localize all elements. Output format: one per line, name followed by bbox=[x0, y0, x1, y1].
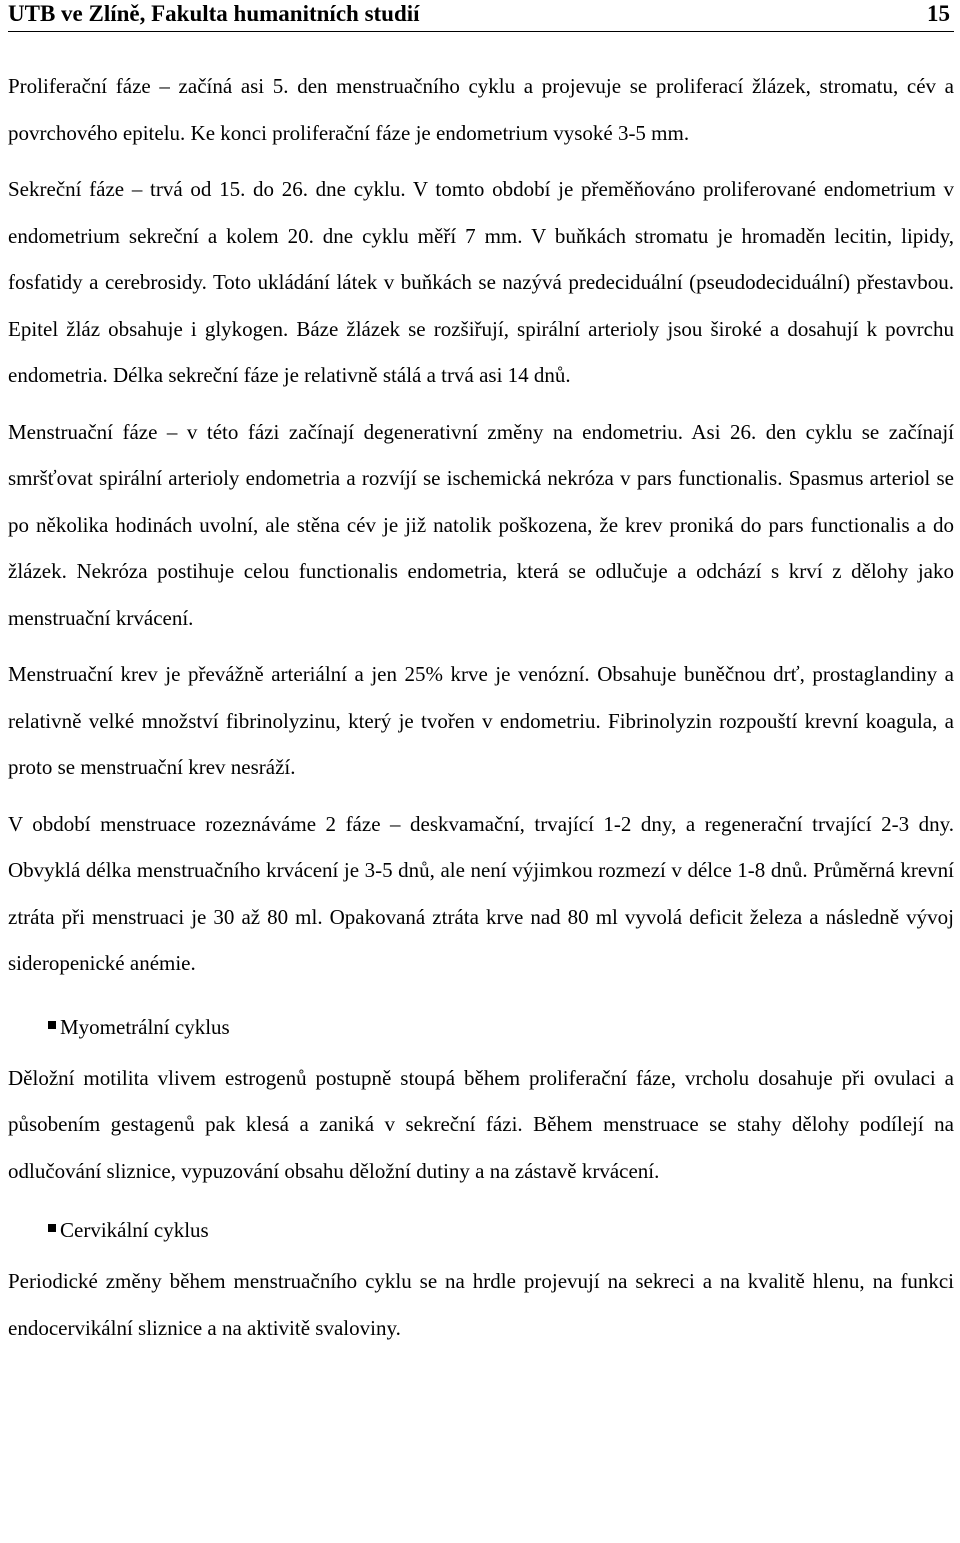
page-header bbox=[8, 0, 954, 32]
page-number: 15 bbox=[927, 1, 950, 26]
square-bullet-icon bbox=[48, 1224, 56, 1232]
paragraph-menstruation-phases: V období menstruace rozeznáváme 2 fáze – deskvamační, trvající 1-2 dny, a regenerační trvající 2-3 dny. Obvyklá délka menstruačního krvácení je 3-5 dnů, ale není výjimkou rozmezí v délce 1-8 dnů. Průměrná krevní ztráta při menstruaci je 30 až 80 ml. Opakovaná ztráta krve nad 80 ml vyvolá deficit železa a následně vývoj sideropenické anémie. bbox=[8, 811, 954, 975]
header-title: UTB ve Zlíně, Fakulta humanitních studií bbox=[8, 1, 420, 26]
document-page bbox=[8, 0, 954, 1351]
paragraph-menstrual-blood: Menstruační krev je převážně arteriální a jen 25% krve je venózní. Obsahuje buněčnou drť, prostaglandiny a relativně velké množství fibrinolyzinu, který je tvořen v endometriu. Fibrinolyzin rozpouští krevní koagula, a proto se menstruační krev nesráží. bbox=[8, 662, 954, 779]
paragraph-secretory-phase: Sekreční fáze – trvá od 15. do 26. dne cyklu. V tomto období je přeměňováno proliferované endometrium v endometrium sekreční a kolem 20. dne cyklu měří 7 mm. V buňkách stromatu je hromaděn lecitin, lipidy, fosfatidy a cerebrosidy. Toto ukládání látek v buňkách se nazývá predeciduální (pseudodeciduální) přestavbou. Epitel žláz obsahuje i glykogen. Báze žlázek se rozšiřují, spirální arterioly jsou široké a dosahují k povrchu endometria. Délka sekreční fáze je relativně stálá a trvá asi 14 dnů. bbox=[8, 177, 954, 387]
section-heading-text: Myometrální cyklus bbox=[60, 1014, 230, 1039]
section-heading-cervical bbox=[8, 1216, 954, 1244]
section-heading-text: Cervikální cyklus bbox=[60, 1218, 209, 1242]
square-bullet-icon bbox=[48, 1021, 56, 1029]
paragraph-cervical-cycle: Periodické změny během menstruačního cyklu se na hrdle projevují na sekreci a na kvalitě hlenu, na funkci endocervikální sliznice a na aktivitě svaloviny. bbox=[8, 1269, 954, 1340]
section-heading-myometral bbox=[8, 1013, 954, 1041]
paragraph-proliferative-phase: Proliferační fáze – začíná asi 5. den menstruačního cyklu a projevuje se proliferací žlázek, stromatu, cév a povrchového epitelu. Ke konci proliferační fáze je endometrium vysoké 3-5 mm. bbox=[8, 74, 954, 145]
paragraph-myometral-cycle: Děložní motilita vlivem estrogenů postupně stoupá během proliferační fáze, vrcholu dosahuje při ovulaci a působením gestagenů pak klesá a zaniká v sekreční fázi. Během menstruace se stahy dělohy podílejí na odlučování sliznice, vypuzování obsahu děložní dutiny a na zástavě krvácení. bbox=[8, 1065, 954, 1183]
paragraph-menstrual-phase: Menstruační fáze – v této fázi začínají degenerativní změny na endometriu. Asi 26. den cyklu se začínají smršťovat spirální arterioly endometria a rozvíjí se ischemická nekróza v pars functionalis. Spasmus arteriol se po několika hodinách uvolní, ale stěna cév je již natolik poškozena, že krev proniká do pars functionalis a do žlázek. Nekróza postihuje celou functionalis endometria, která se odlučuje a odchází s krví z dělohy jako menstruační krvácení. bbox=[8, 419, 954, 630]
